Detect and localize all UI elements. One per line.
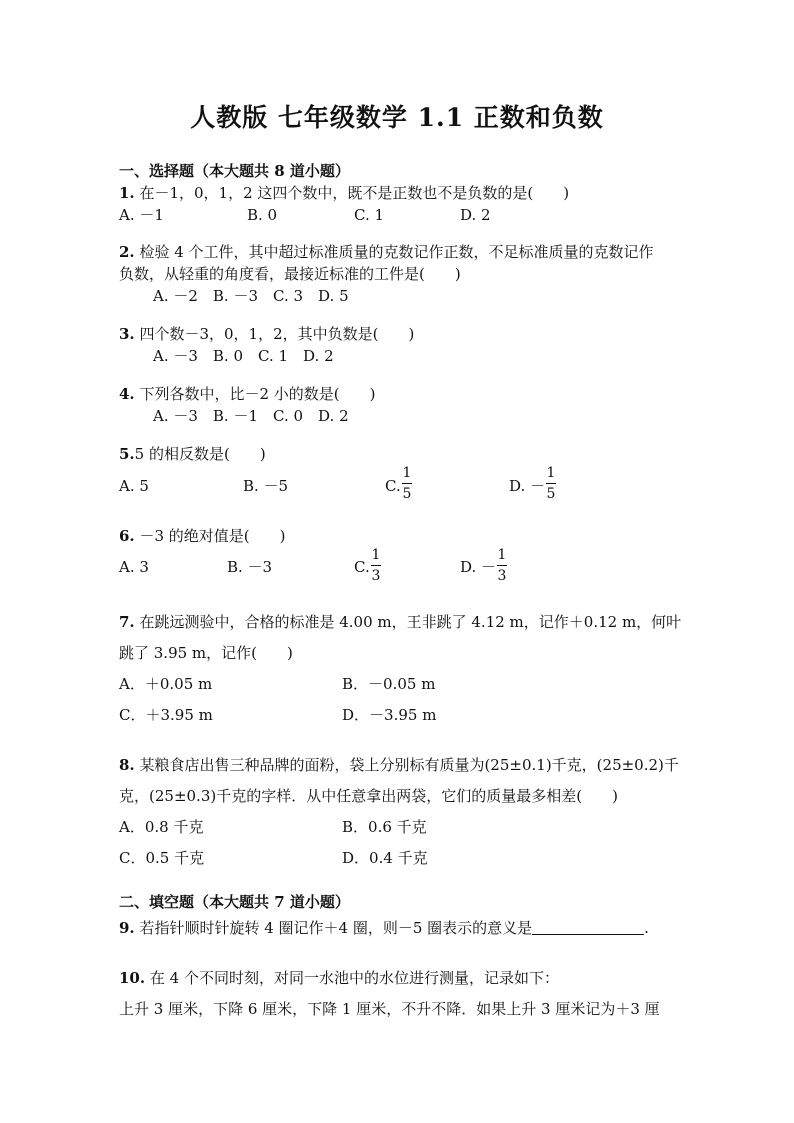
option-c: C. bbox=[385, 477, 401, 495]
fraction-bar bbox=[546, 483, 556, 484]
question-9 bbox=[119, 919, 649, 937]
option-b: B．0.6 千克 bbox=[342, 818, 427, 836]
fraction-bar bbox=[371, 565, 381, 566]
answer-blank bbox=[532, 920, 644, 935]
question-text: 四个数－3，0，1，2，其中负数是( ) bbox=[139, 325, 415, 343]
option-a: A. 3 bbox=[119, 558, 149, 576]
fraction-denominator: 3 bbox=[497, 568, 507, 584]
fraction-one-fifth bbox=[546, 466, 556, 501]
fraction-one-third bbox=[497, 548, 507, 583]
option-c: C．0.5 千克 bbox=[119, 849, 205, 867]
options-row: A. －3 B. 0 C. 1 D. 2 bbox=[153, 347, 334, 365]
option-d: D．－3.95 m bbox=[342, 706, 437, 724]
question-text-line1: 在 4 个不同时刻，对同一水池中的水位进行测量，记录如下： bbox=[149, 969, 559, 987]
option-a: A．0.8 千克 bbox=[119, 818, 204, 836]
options-row: A. －3 B. －1 C. 0 D. 2 bbox=[153, 407, 349, 425]
question-text-line2: 克，(25±0.3)千克的字样．从中任意拿出两袋，它们的质量最多相差( ) bbox=[119, 787, 618, 805]
option-c: C．＋3.95 m bbox=[119, 706, 213, 724]
question-2 bbox=[119, 243, 654, 261]
question-text-line1: 检验 4 个工件，其中超过标准质量的克数记作正数，不足标准质量的克数记作 bbox=[139, 243, 654, 261]
option-b: B. －3 bbox=[227, 558, 273, 576]
fraction-denominator: 5 bbox=[402, 486, 412, 502]
option-c: C. bbox=[354, 558, 370, 576]
question-text: 若指针顺时针旋转 4 圈记作＋4 圈，则－5 圈表示的意义是 bbox=[139, 919, 533, 937]
fraction-numerator: 1 bbox=[402, 465, 412, 481]
question-text: 5 的相反数是( ) bbox=[134, 445, 266, 463]
question-10 bbox=[119, 969, 559, 987]
options-row: A. －2 B. －3 C. 3 D. 5 bbox=[153, 287, 349, 305]
question-number: 3. bbox=[119, 325, 135, 343]
section-heading-fill: 二、填空题（本大题共 7 道小题） bbox=[119, 893, 350, 911]
fraction-one-fifth bbox=[402, 466, 412, 501]
fraction-denominator: 5 bbox=[546, 486, 556, 502]
option-d: D. － bbox=[509, 477, 546, 495]
question-number: 7. bbox=[119, 613, 135, 631]
question-text-line1: 某粮食店出售三种品牌的面粉，袋上分别标有质量为(25±0.1)千克，(25±0.2)千 bbox=[139, 756, 679, 774]
question-number: 2. bbox=[119, 243, 135, 261]
option-d: D. － bbox=[460, 558, 497, 576]
fraction-numerator: 1 bbox=[371, 547, 381, 563]
option-c: C. 1 bbox=[354, 206, 385, 224]
question-text: 在－1，0，1，2 这四个数中，既不是正数也不是负数的是( ) bbox=[139, 184, 570, 202]
option-b: B．－0.05 m bbox=[342, 675, 436, 693]
section-heading-choice: 一、选择题（本大题共 8 道小题） bbox=[119, 162, 350, 180]
question-number: 9. bbox=[119, 919, 135, 937]
question-text: －3 的绝对值是( ) bbox=[139, 527, 286, 545]
option-d: D．0.4 千克 bbox=[342, 849, 428, 867]
fraction-denominator: 3 bbox=[371, 568, 381, 584]
fraction-numerator: 1 bbox=[546, 465, 556, 481]
question-number: 4. bbox=[119, 385, 135, 403]
question-number: 8. bbox=[119, 756, 135, 774]
question-text: 下列各数中，比－2 小的数是( ) bbox=[139, 385, 376, 403]
question-text-line1: 在跳远测验中，合格的标准是 4.00 m，王非跳了 4.12 m，记作＋0.12 m，何叶 bbox=[139, 613, 682, 631]
option-a: A．＋0.05 m bbox=[119, 675, 213, 693]
question-end-mark: . bbox=[644, 919, 649, 937]
option-b: B. 0 bbox=[247, 206, 278, 224]
question-number: 1. bbox=[119, 184, 135, 202]
question-text-line2: 上升 3 厘米，下降 6 厘米，下降 1 厘米，不升不降．如果上升 3 厘米记为＋3 厘 bbox=[119, 1000, 660, 1018]
question-number: 10. bbox=[119, 969, 146, 987]
option-a: A. 5 bbox=[119, 477, 149, 495]
option-d: D. 2 bbox=[460, 206, 491, 224]
option-b: B. －5 bbox=[243, 477, 289, 495]
question-7 bbox=[119, 613, 681, 631]
question-6 bbox=[119, 527, 285, 545]
question-text-line2: 跳了 3.95 m，记作( ) bbox=[119, 644, 293, 662]
option-a: A. －1 bbox=[119, 206, 164, 224]
question-text-line2: 负数，从轻重的角度看，最接近标准的工件是( ) bbox=[119, 265, 461, 283]
fraction-one-third bbox=[371, 548, 381, 583]
fraction-bar bbox=[497, 565, 507, 566]
question-3 bbox=[119, 325, 414, 343]
fraction-numerator: 1 bbox=[497, 547, 507, 563]
question-4 bbox=[119, 385, 375, 403]
question-5 bbox=[119, 445, 266, 463]
question-8 bbox=[119, 756, 679, 774]
question-1 bbox=[119, 184, 569, 202]
document-title: 人教版 七年级数学 1.1 正数和负数 bbox=[190, 103, 604, 132]
fraction-bar bbox=[402, 483, 412, 484]
question-number: 5. bbox=[119, 445, 135, 463]
question-number: 6. bbox=[119, 527, 135, 545]
